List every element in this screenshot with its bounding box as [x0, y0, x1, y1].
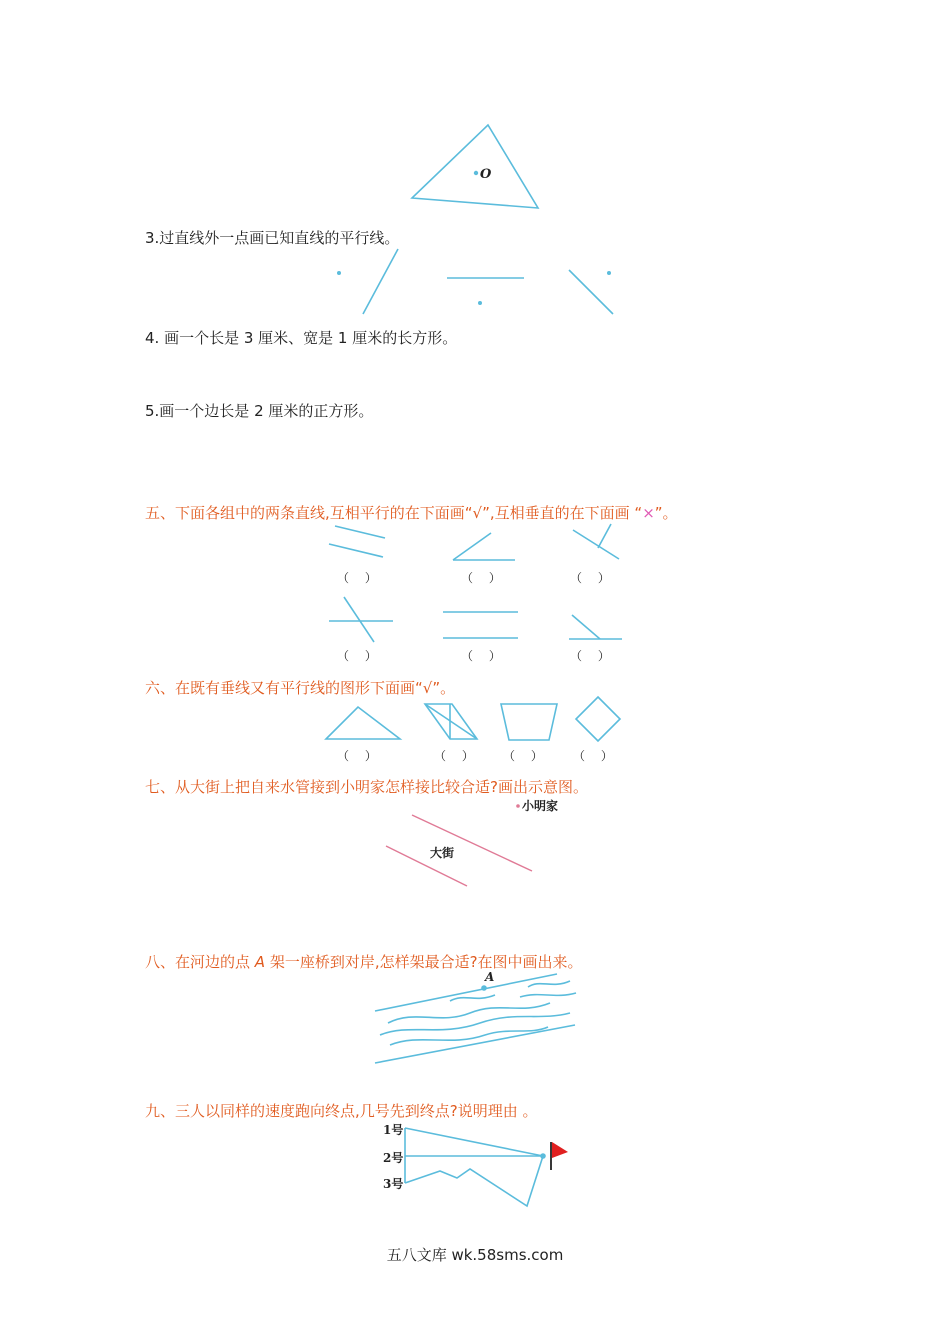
- answer-paren-1[interactable]: （ ）: [337, 571, 377, 585]
- answer-paren-2[interactable]: （ ）: [461, 571, 501, 585]
- street-figure: [380, 800, 540, 890]
- answer-paren-4[interactable]: （ ）: [337, 649, 377, 663]
- section-5-title: 五、下面各组中的两条直线,互相平行的在下面画“√”,互相垂直的在下面画 “×”。: [145, 504, 678, 522]
- section-6-title: 六、在既有垂线又有平行线的图形下面画“√”。: [145, 679, 456, 697]
- race-figure: [400, 1120, 575, 1215]
- cross-mark: ×: [642, 504, 655, 522]
- answer-paren-3[interactable]: （ ）: [570, 571, 610, 585]
- section-7-title: 七、从大街上把自来水管接到小明家怎样接比较合适?画出示意图。: [145, 778, 588, 796]
- home-label: 小明家: [522, 799, 559, 813]
- shape-answer-paren-1[interactable]: （ ）: [337, 749, 377, 763]
- section-8-title: 八、在河边的点 A 架一座桥到对岸,怎样架最合适?在图中画出来。: [145, 953, 583, 971]
- answer-paren-6[interactable]: （ ）: [570, 649, 610, 663]
- shape-answer-paren-3[interactable]: （ ）: [503, 749, 543, 763]
- point-o-label: O: [480, 167, 492, 182]
- river-figure: [370, 965, 585, 1070]
- shape-answer-paren-2[interactable]: （ ）: [434, 749, 474, 763]
- runner-1-label: 1号: [383, 1123, 404, 1137]
- question-3-text: 3.过直线外一点画已知直线的平行线。: [145, 229, 400, 247]
- footer-text: 五八文库 wk.58sms.com: [386, 1246, 564, 1264]
- point-a-label: A: [485, 970, 495, 984]
- street-label: 大街: [430, 846, 455, 860]
- answer-paren-5[interactable]: （ ）: [461, 649, 501, 663]
- runner-3-label: 3号: [383, 1177, 404, 1191]
- question-5-text: 5.画一个边长是 2 厘米的正方形。: [145, 402, 374, 420]
- runner-2-label: 2号: [383, 1151, 404, 1165]
- question-4-text: 4. 画一个长是 3 厘米、宽是 1 厘米的长方形。: [145, 329, 458, 347]
- triangle-figure: [405, 120, 545, 215]
- shapes-figure: [320, 693, 630, 743]
- parallel-exercise-figure: [330, 245, 620, 320]
- shape-answer-paren-4[interactable]: （ ）: [573, 749, 613, 763]
- section-9-title: 九、三人以同样的速度跑向终点,几号先到终点?说明理由 。: [145, 1102, 538, 1120]
